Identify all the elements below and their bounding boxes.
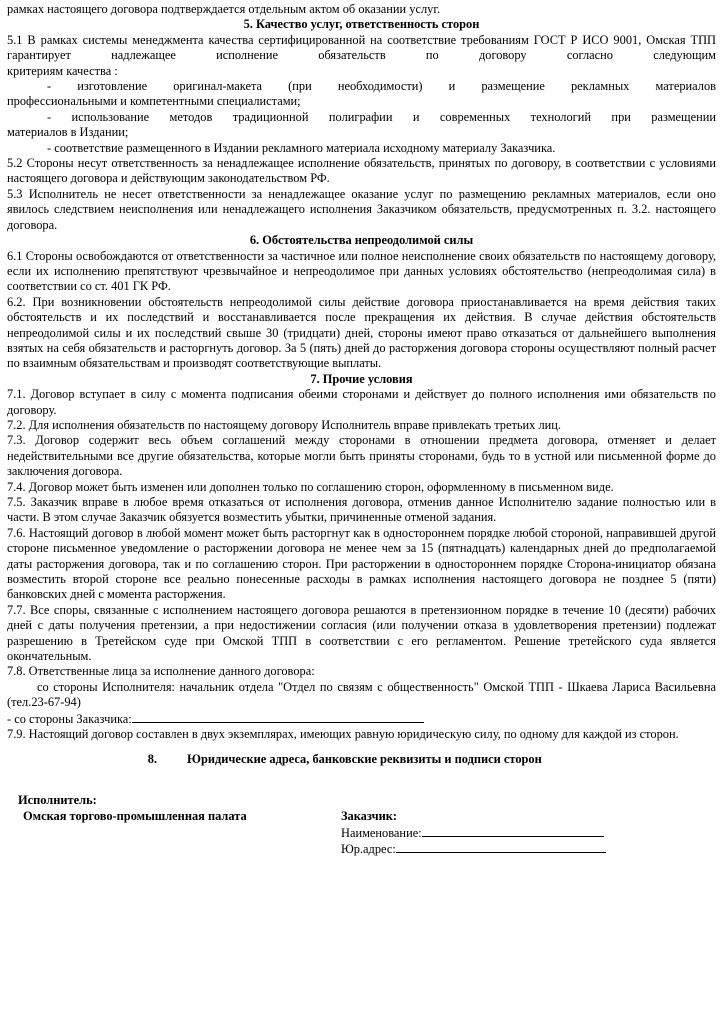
clause-5-1: 5.1 В рамках системы менеджмента качества сертифицированной на соответствие требованиям ГОСТ Р ИСО 9001, Омская ТПП гарантирует надлежащее исполнение обязательств по договору согласно следующим — [7, 32, 716, 63]
customer-address-field — [341, 841, 606, 857]
section-8-title — [7, 752, 716, 767]
executor-label: Исполнитель: — [18, 792, 97, 807]
clause-5-1-criteria: критериям качества : — [7, 63, 118, 78]
clause-7-3: 7.3. Договор содержит весь объем соглашений между сторонами в отношении предмета договора, отменяет и делает недействительными все другие обязательства, которые могли быть приняты сторонами, будь то в устной или письменной форме до заключения договора. — [7, 433, 716, 479]
bullet-3: - соответствие размещенного в Издании рекламного материала исходному материалу Заказчика. — [47, 140, 556, 155]
clause-7-4: 7.4. Договор может быть изменен или дополнен только по соглашению сторон, оформленному в письменном виде. — [7, 479, 614, 494]
section-8-heading: Юридические адреса, банковские реквизиты и подписи сторон — [187, 751, 542, 766]
customer-name-blank — [422, 825, 604, 837]
section-7-title: 7. Прочие условия — [310, 371, 413, 386]
clause-6-1: 6.1 Стороны освобождаются от ответственности за частичное или полное неисполнение своих обязательств по настоящему договору, если их исполнению препятствуют чрезвычайное и непреодолимое при данных условиях обстоятельство (непреодолимая сила) в соответствии со ст. 401 ГК РФ. — [7, 248, 716, 294]
customer-address-label: Юр.адрес: — [341, 841, 396, 856]
intro-line: рамках настоящего договора подтверждается отдельным актом об оказании услуг. — [7, 2, 441, 16]
clause-7-8-customer — [7, 711, 716, 727]
clause-7-8-executor: со стороны Исполнителя: начальник отдела "Отдел по связям с общественность" Омской ТПП - Шкаева Лариса Васильевна (тел.23-67-94) — [7, 679, 716, 710]
customer-label: Заказчик: — [341, 808, 398, 823]
customer-responsible-blank — [132, 711, 424, 723]
executor-name: Омская торгово-промышленная палата — [23, 808, 247, 823]
customer-name-label: Наименование: — [341, 825, 422, 840]
section-8-number: 8. — [147, 751, 157, 766]
clause-7-9: 7.9. Настоящий договор составлен в двух экземплярах, имеющих равную юридическую силу, по одному для каждой из сторон. — [7, 727, 679, 742]
customer-responsible-label: - со стороны Заказчика: — [7, 711, 132, 726]
clause-7-8: 7.8. Ответственные лица за исполнение данного договора: — [7, 664, 315, 679]
signature-block — [7, 793, 716, 913]
clause-6-2: 6.2. При возникновении обстоятельств непреодолимой силы действие договора приостанавливается на время действия таких обстоятельств и их последствий и восстанавливается после прекращения их действия. В случае действия обстоятельств непреодолимой силы и их последствий свыше 30 (тридцати) дней, стороны имеют право отказаться от дальнейшего выполнения взятых на себя обязательств и расторгнуть договор. За 5 (пять) дней до расторжения договора стороны осуществляют полный расчет по взаимным обязательствам и производят соответствующие выплаты. — [7, 294, 716, 371]
customer-name-field — [341, 825, 604, 841]
clause-7-5: 7.5. Заказчик вправе в любое время отказаться от исполнения договора, отменив данное Исполнителю задание полностью или в части. В этом случае Заказчик обязуется возместить убытки, причиненные отменой задания. — [7, 495, 716, 525]
clause-7-1: 7.1. Договор вступает в силу с момента подписания обеими сторонами и действует до полного исполнения ими обязательств по договору. — [7, 387, 716, 417]
section-5-title: 5. Качество услуг, ответственность сторон — [243, 17, 480, 32]
customer-address-blank — [396, 841, 606, 853]
section-6-title: 6. Обстоятельства непреодолимой силы — [249, 233, 474, 248]
clause-7-2: 7.2. Для исполнения обязательств по настоящему договору Исполнитель вправе привлекать третьих лиц. — [7, 417, 561, 432]
clause-7-7: 7.7. Все споры, связанные с исполнением настоящего договора решаются в претензионном порядке в течение 10 (десяти) рабочих дней с даты получения претензии, а при недостижении согласия (или получении отказа в удовлетворения претензии) подлежат разрешению в Третейском суде при Омской ТПП в соответствии с его регламентом. Решение третейского суда является окончательным. — [7, 602, 716, 664]
clause-5-2: 5.2 Стороны несут ответственность за ненадлежащее исполнение обязательств, принятых по договору, в соответствии с условиями настоящего договора и действующим законодательством РФ. — [7, 156, 716, 186]
bullet-1-line-2: профессиональными и компетентными специалистами; — [7, 94, 301, 109]
bullet-2-line-1: - использование методов традиционной полиграфии и современных технологий при размещении — [47, 109, 716, 124]
clause-5-3: 5.3 Исполнитель не несет ответственности за ненадлежащее оказание услуг по размещению рекламных материалов, если оно явилось следствием неисполнения или ненадлежащего исполнения Заказчиком обязательств, предусмотренных п. 3.2. настоящего договора. — [7, 186, 716, 232]
bullet-2-line-2: материалов в Издании; — [7, 125, 129, 140]
bullet-1-line-1: - изготовление оригинал-макета (при необходимости) и размещение рекламных материалов — [47, 79, 716, 94]
clause-7-6: 7.6. Настоящий договор в любой момент может быть расторгнут как в одностороннем порядке любой стороной, направившей другой стороне письменное уведомление о расторжении договора не менее чем за 15 (пятнадцать) календарных дней до предполагаемой даты расторжения договора, так и по соглашению сторон. При расторжении в одностороннем порядке Сторона-инициатор обязана возместить второй стороне все реально понесенные расходы в рамках исполнения настоящего договора не позднее 5 (пяти) банковских дней с момента расторжения. — [7, 525, 716, 602]
